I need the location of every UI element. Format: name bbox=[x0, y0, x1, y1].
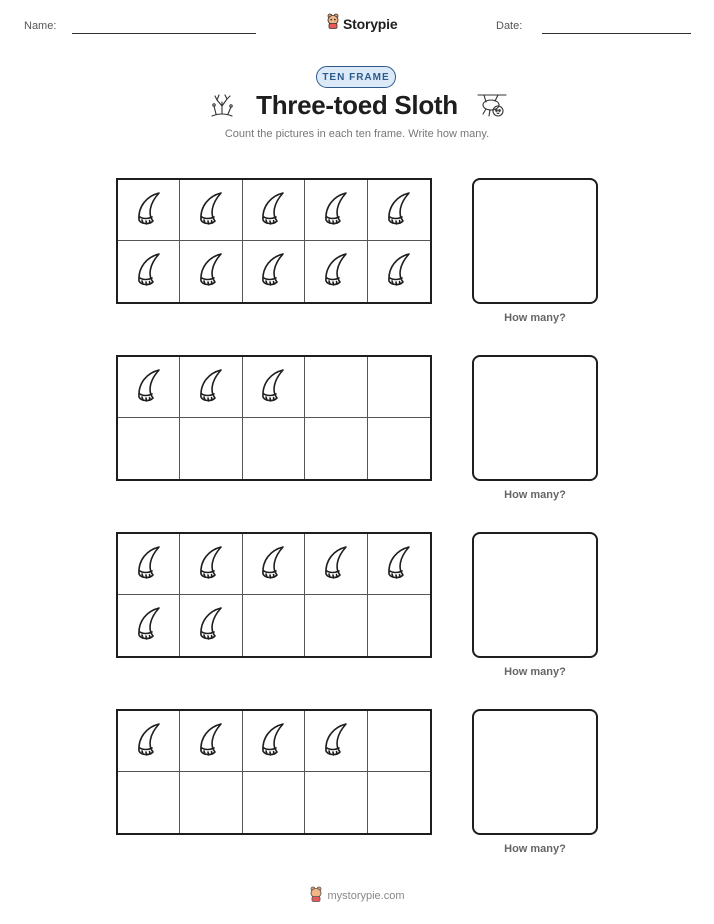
frame-cell bbox=[180, 534, 242, 595]
sloth-claw-icon bbox=[191, 365, 231, 410]
footer bbox=[0, 886, 714, 905]
ten-frame-4 bbox=[116, 709, 432, 835]
frame-cell bbox=[243, 711, 305, 772]
frame-cell bbox=[368, 418, 430, 479]
how-many-label-3: How many? bbox=[504, 666, 566, 678]
frame-cell bbox=[118, 357, 180, 418]
frame-cell bbox=[180, 357, 242, 418]
sloth-claw-icon bbox=[129, 188, 169, 233]
frame-cell bbox=[368, 357, 430, 418]
answer-box-2[interactable] bbox=[472, 355, 598, 481]
frame-cell bbox=[243, 534, 305, 595]
frame-cell bbox=[180, 711, 242, 772]
frame-cell bbox=[118, 772, 180, 833]
frame-cell bbox=[305, 772, 367, 833]
frame-cell bbox=[305, 418, 367, 479]
sloth-claw-icon bbox=[253, 188, 293, 233]
frame-cell bbox=[118, 711, 180, 772]
brand-logo bbox=[326, 13, 397, 34]
ten-frame-1 bbox=[116, 178, 432, 304]
frame-cell bbox=[305, 241, 367, 302]
date-label: Date: bbox=[496, 20, 523, 32]
frame-cell bbox=[180, 418, 242, 479]
answer-box-3[interactable] bbox=[472, 532, 598, 658]
footer-mascot-icon bbox=[309, 886, 323, 905]
frame-cell bbox=[180, 595, 242, 656]
footer-site: mystorypie.com bbox=[327, 889, 405, 902]
frame-cell bbox=[305, 357, 367, 418]
sloth-claw-icon bbox=[191, 249, 231, 294]
mascot-icon bbox=[326, 13, 340, 34]
frame-cell bbox=[180, 241, 242, 302]
frame-cell bbox=[118, 180, 180, 241]
name-label: Name: bbox=[24, 20, 57, 32]
frame-cell bbox=[368, 534, 430, 595]
page-title: Three-toed Sloth bbox=[256, 90, 458, 120]
frame-cell bbox=[243, 241, 305, 302]
sloth-claw-icon bbox=[191, 603, 231, 648]
sloth-claw-icon bbox=[316, 188, 356, 233]
sloth-claw-icon bbox=[253, 542, 293, 587]
frame-cell bbox=[118, 534, 180, 595]
frame-cell bbox=[305, 534, 367, 595]
sloth-claw-icon bbox=[191, 542, 231, 587]
sloth-claw-icon bbox=[253, 365, 293, 410]
frame-cell bbox=[243, 357, 305, 418]
sloth-claw-icon bbox=[379, 188, 419, 233]
frame-cell bbox=[368, 772, 430, 833]
answer-box-1[interactable] bbox=[472, 178, 598, 304]
frame-cell bbox=[180, 772, 242, 833]
frame-cell bbox=[368, 241, 430, 302]
sloth-claw-icon bbox=[129, 603, 169, 648]
frame-cell bbox=[243, 180, 305, 241]
frame-cell bbox=[368, 180, 430, 241]
answer-box-4[interactable] bbox=[472, 709, 598, 835]
sloth-claw-icon bbox=[129, 249, 169, 294]
sloth-claw-icon bbox=[129, 542, 169, 587]
frame-cell bbox=[243, 595, 305, 656]
frame-cell bbox=[243, 772, 305, 833]
sloth-claw-icon bbox=[129, 719, 169, 764]
frame-cell bbox=[243, 418, 305, 479]
frame-cell bbox=[118, 418, 180, 479]
sloth-claw-icon bbox=[253, 719, 293, 764]
frame-cell bbox=[368, 595, 430, 656]
sloth-claw-icon bbox=[316, 719, 356, 764]
ten-frame-2 bbox=[116, 355, 432, 481]
instructions: Count the pictures in each ten frame. Write how many. bbox=[224, 128, 490, 140]
frame-cell bbox=[305, 711, 367, 772]
ten-frame-3 bbox=[116, 532, 432, 658]
sloth-claw-icon bbox=[379, 542, 419, 587]
how-many-label-1: How many? bbox=[504, 312, 566, 324]
name-line[interactable] bbox=[72, 33, 256, 34]
frame-cell bbox=[305, 180, 367, 241]
sloth-claw-icon bbox=[316, 249, 356, 294]
how-many-label-4: How many? bbox=[504, 843, 566, 855]
sloth-claw-icon bbox=[129, 365, 169, 410]
frame-cell bbox=[305, 595, 367, 656]
frame-cell bbox=[368, 711, 430, 772]
sloth-claw-icon bbox=[316, 542, 356, 587]
sloth-icon bbox=[476, 92, 508, 125]
brand-name: Storypie bbox=[343, 15, 398, 32]
sloth-claw-icon bbox=[191, 719, 231, 764]
frame-cell bbox=[118, 595, 180, 656]
frame-cell bbox=[118, 241, 180, 302]
sloth-claw-icon bbox=[191, 188, 231, 233]
how-many-label-2: How many? bbox=[504, 489, 566, 501]
frame-cell bbox=[180, 180, 242, 241]
sloth-claw-icon bbox=[253, 249, 293, 294]
ten-frame-badge: TEN FRAME bbox=[316, 66, 396, 88]
date-line[interactable] bbox=[542, 33, 691, 34]
sloth-claw-icon bbox=[379, 249, 419, 294]
